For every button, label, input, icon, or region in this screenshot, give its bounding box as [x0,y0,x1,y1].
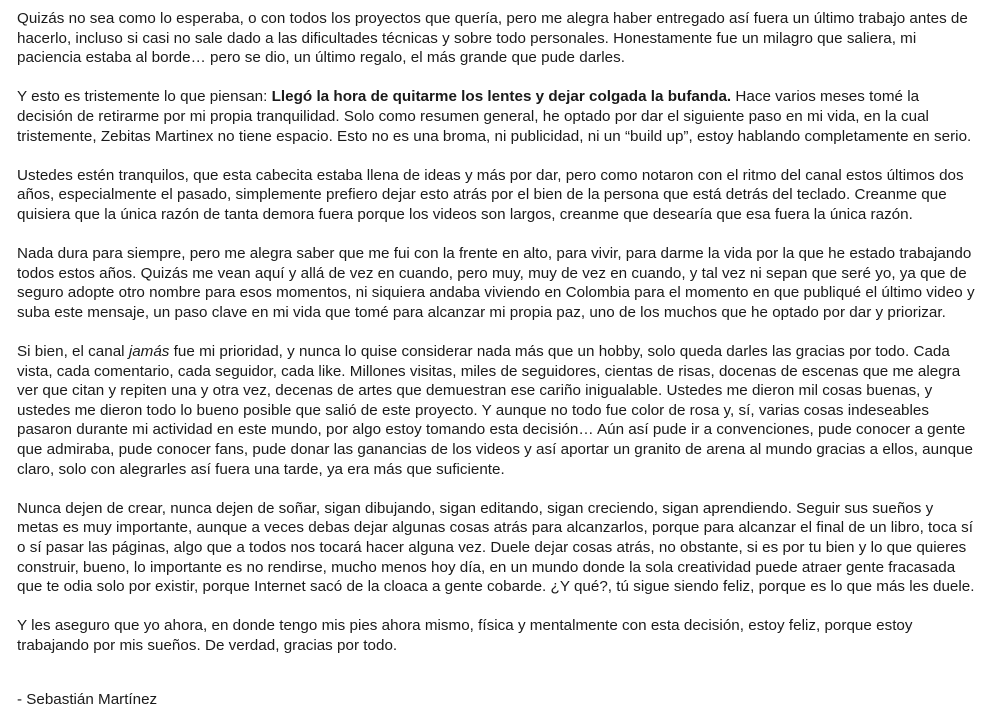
paragraph-text: Ustedes estén tranquilos, que esta cabecita estaba llena de ideas y más por dar, pero como notaron con el ritmo del canal estos últimos dos años, especialmente el pasado, simplemente prefiero dejar esto atrás por el bien de la persona que está detrás del teclado. Creanme que quisiera que la única razón de tanta demora fuera porque los videos son largos, creanme que desearía que esa fuera la única razón. [17,166,964,223]
paragraph-gratitude [17,342,976,479]
paragraph-closing [17,616,976,655]
paragraph-text: fue mi prioridad, y nunca lo quise considerar nada más que un hobby, solo queda darles las gracias por todo. Cada vista, cada comentario, cada seguidor, cada like. Millones visitas, miles de seguidores, cientas de risas, docenas de escenas que me alegra ver que citan y repiten una y otra vez, decenas de artes que demuestran ese cariño inigualable. Ustedes me dieron mil cosas buenas, y ustedes me dieron todo lo bueno posible que salió de este proyecto. Y aunque no todo fue color de rosa y, sí, varias cosas indeseables pasaron durante mi actividad en este mundo, por algo estoy tomando esta decisión… Aún así pude ir a convenciones, pude conocer a gente que admiraba, pude conocer fans, pude donar las ganancias de los videos y así aportar un granito de arena al mundo gracias a ellos, aunque claro, solo con alegrarles así fuera una tarde, ya era más que suficiente. [17,343,973,478]
paragraph-text: Si bien, el canal [17,343,129,361]
paragraph-text: Nada dura para siempre, pero me alegra saber que me fui con la frente en alto, para vivir, para darme la vida por la que he estado trabajando todos estos años. Quizás me vean aquí y allá de vez en cuando, pero muy, muy de vez en cuando, y tal vez ni sepan que seré yo, ya que de seguro adopte otro nombre para esos momentos, ni siquiera andaba viviendo en Colombia para el momento en que publiqué el último video y suba este mensaje, un paso clave en mi vida que tomé para alcanzar mi propia paz, uno de los muchos que he optado por dar y priorizar. [17,245,975,321]
paragraph-text: Y les aseguro que yo ahora, en donde tengo mis pies ahora mismo, física y mentalmente con esta decisión, estoy feliz, porque estoy trabajando por mis sueños. De verdad, gracias por todo. [17,617,913,654]
signature: - Sebastián Martínez [17,691,158,708]
paragraph-retirement [17,87,976,146]
paragraph-advice [17,499,976,597]
paragraph-text: Nunca dejen de crear, nunca dejen de soñar, sigan dibujando, sigan editando, sigan creciendo, sigan aprendiendo. Seguir sus sueños y metas es muy importante, aunque a veces debas dejar algunas cosas atrás para alcanzarlos, porque para alcanzar el final de un libro, toca sí o sí pasar las páginas, algo que a todos nos tocará hacer alguna vez. Duele dejar cosas atrás, no obstante, si es por tu bien y lo que quieres construir, bueno, lo importante es no rendirse, mucho menos hoy día, en un mundo donde la sola creatividad puede atraer gente fracasada que te odia solo por existir, porque Internet sacó de la cloaca a gente cobarde. ¿Y qué?, tú sigue siendo feliz, porque es lo que más les duele. [17,499,975,596]
paragraph-text: Y esto es tristemente lo que piensan: [17,88,272,106]
paragraph-intro [17,9,976,68]
italic-word: jamás [128,343,170,361]
paragraph-text: Quizás no sea como lo esperaba, o con todos los proyectos que quería, pero me alegra haber entregado así fuera un último trabajo antes de hacerlo, incluso si casi no sale dado a las dificultades técnicas y sobre todo personales. Honestamente fue un milagro que saliera, mi paciencia estaba al borde… pero se dio, un último regalo, el más grande que pude darles. [17,10,968,67]
bold-statement: Llegó la hora de quitarme los lentes y dejar colgada la bufanda. [271,88,732,106]
paragraph-reassurance [17,166,976,225]
paragraph-text: Hace varios meses tomé la decisión de retirarme por mi propia tranquilidad. Solo como resumen general, he optado por dar el siguiente paso en mi vida, en la cual tristemente, Zebitas Martinex no tiene espacio. Esto no es una broma, ni publicidad, ni un “build up”, estoy hablando completamente en serio. [17,88,972,145]
paragraph-farewell [17,244,976,322]
